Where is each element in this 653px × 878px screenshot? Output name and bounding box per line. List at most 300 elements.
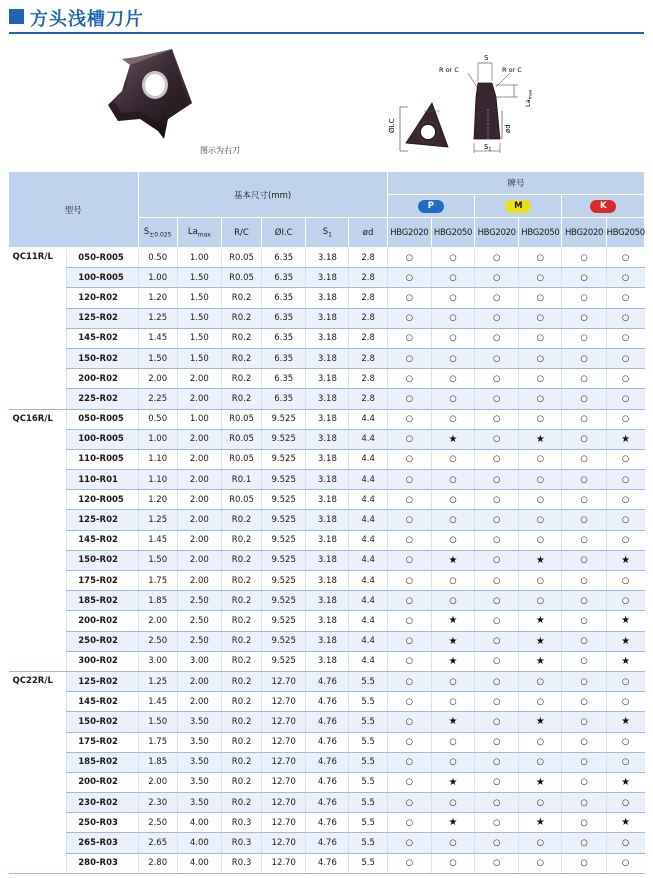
available-circle-icon: ○	[475, 793, 519, 813]
available-circle-icon: ○	[606, 328, 644, 348]
available-circle-icon: ○	[519, 732, 562, 752]
dim-s1-cell: 4.76	[306, 671, 349, 691]
r-or-c-right-label: R or C	[502, 66, 522, 74]
available-circle-icon: ○	[431, 571, 474, 591]
dim-s1-cell: 3.18	[306, 591, 349, 611]
dim-la-cell: 2.00	[177, 571, 221, 591]
available-circle-icon: ○	[519, 833, 562, 853]
table-row	[9, 470, 645, 490]
dim-s1-cell: 3.18	[306, 470, 349, 490]
dim-s-cell: 1.20	[138, 490, 177, 510]
available-circle-icon: ○	[519, 308, 562, 328]
available-circle-icon: ○	[475, 853, 519, 873]
dim-la-cell: 2.00	[177, 550, 221, 570]
available-circle-icon: ○	[387, 510, 431, 530]
dim-s1-cell: 3.18	[306, 248, 349, 268]
available-circle-icon: ○	[387, 348, 431, 368]
available-circle-icon: ○	[519, 530, 562, 550]
available-circle-icon: ○	[562, 288, 606, 308]
model-code: 125-R02	[67, 510, 138, 530]
model-code: 145-R02	[67, 530, 138, 550]
available-circle-icon: ○	[431, 328, 474, 348]
available-circle-icon: ○	[475, 772, 519, 792]
model-code: 225-R02	[67, 389, 138, 409]
available-circle-icon: ○	[475, 449, 519, 469]
available-circle-icon: ○	[562, 611, 606, 631]
available-circle-icon: ○	[387, 752, 431, 772]
la-max-label: $La_{max}$	[524, 89, 534, 107]
available-circle-icon: ○	[475, 369, 519, 389]
dim-s-cell: 2.00	[138, 611, 177, 631]
model-code: 175-R02	[67, 732, 138, 752]
model-code: 050-R005	[67, 409, 138, 429]
model-code: 100-R005	[67, 268, 138, 288]
available-circle-icon: ○	[431, 369, 474, 389]
available-circle-icon: ○	[606, 692, 644, 712]
available-circle-icon: ○	[519, 268, 562, 288]
model-code: 230-R02	[67, 793, 138, 813]
available-circle-icon: ○	[475, 510, 519, 530]
dim-rc-cell: R0.2	[221, 671, 261, 691]
dim-la-cell: 2.50	[177, 611, 221, 631]
available-circle-icon: ○	[387, 530, 431, 550]
available-circle-icon: ○	[387, 793, 431, 813]
dim-rc-cell: R0.2	[221, 510, 261, 530]
available-circle-icon: ○	[562, 550, 606, 570]
dim-s-cell: 1.20	[138, 288, 177, 308]
available-circle-icon: ○	[431, 530, 474, 550]
model-code: 185-R02	[67, 752, 138, 772]
dim-d-cell: 5.5	[349, 793, 387, 813]
dim-s-cell: 0.50	[138, 248, 177, 268]
dim-ic-cell: 9.525	[262, 611, 306, 631]
available-circle-icon: ○	[519, 389, 562, 409]
dim-rc-cell: R0.2	[221, 692, 261, 712]
dim-s-cell: 2.65	[138, 833, 177, 853]
available-circle-icon: ○	[431, 671, 474, 691]
available-circle-icon: ○	[387, 369, 431, 389]
table-row	[9, 752, 645, 772]
available-circle-icon: ○	[606, 853, 644, 873]
stock-star-icon: ★	[519, 429, 562, 449]
stock-star-icon: ★	[519, 813, 562, 833]
dim-rc-cell: R0.2	[221, 591, 261, 611]
dim-s1-cell: 3.18	[306, 490, 349, 510]
available-circle-icon: ○	[562, 671, 606, 691]
table-row	[9, 490, 645, 510]
dim-la-cell: 1.00	[177, 248, 221, 268]
available-circle-icon: ○	[562, 389, 606, 409]
dim-s1-cell: 3.18	[306, 631, 349, 651]
dim-d-cell: 2.8	[349, 348, 387, 368]
dim-ic-cell: 6.35	[262, 268, 306, 288]
dim-d-cell: 5.5	[349, 712, 387, 732]
dim-la-cell: 1.00	[177, 409, 221, 429]
material-k-badge: K	[590, 200, 616, 213]
available-circle-icon: ○	[606, 369, 644, 389]
table-row	[9, 732, 645, 752]
dim-d-cell: 4.4	[349, 429, 387, 449]
dim-s-cell: 0.50	[138, 409, 177, 429]
dim-la-cell: 2.00	[177, 369, 221, 389]
dim-la-cell: 2.00	[177, 429, 221, 449]
dim-s1-cell: 3.18	[306, 348, 349, 368]
dim-la-cell: 1.50	[177, 328, 221, 348]
available-circle-icon: ○	[387, 712, 431, 732]
dim-la-cell: 2.50	[177, 591, 221, 611]
dim-ic-cell: 12.70	[262, 752, 306, 772]
available-circle-icon: ○	[519, 288, 562, 308]
dim-ic-cell: 6.35	[262, 348, 306, 368]
available-circle-icon: ○	[475, 308, 519, 328]
available-circle-icon: ○	[519, 369, 562, 389]
available-circle-icon: ○	[606, 308, 644, 328]
dim-d-cell: 2.8	[349, 268, 387, 288]
dim-rc-cell: R0.3	[221, 833, 261, 853]
dim-d-cell: 5.5	[349, 732, 387, 752]
available-circle-icon: ○	[431, 591, 474, 611]
available-circle-icon: ○	[387, 813, 431, 833]
dim-s-cell: 2.80	[138, 853, 177, 873]
available-circle-icon: ○	[562, 490, 606, 510]
dim-d-cell: 5.5	[349, 752, 387, 772]
dim-rc-cell: R0.1	[221, 470, 261, 490]
dim-la-cell: 4.00	[177, 813, 221, 833]
dim-la-cell: 4.00	[177, 853, 221, 873]
dim-s-cell: 1.25	[138, 671, 177, 691]
available-circle-icon: ○	[431, 490, 474, 510]
available-circle-icon: ○	[387, 449, 431, 469]
table-row	[9, 248, 645, 268]
dim-ic-cell: 6.35	[262, 288, 306, 308]
dim-ic-cell: 9.525	[262, 510, 306, 530]
dim-s-cell: 2.50	[138, 631, 177, 651]
available-circle-icon: ○	[519, 409, 562, 429]
available-circle-icon: ○	[431, 348, 474, 368]
available-circle-icon: ○	[387, 429, 431, 449]
available-circle-icon: ○	[431, 268, 474, 288]
dim-la-cell: 2.00	[177, 692, 221, 712]
available-circle-icon: ○	[519, 490, 562, 510]
dim-d-cell: 2.8	[349, 369, 387, 389]
stock-star-icon: ★	[431, 631, 474, 651]
available-circle-icon: ○	[475, 470, 519, 490]
stock-star-icon: ★	[431, 772, 474, 792]
header-basic-dimensions: 基本尺寸(mm)	[138, 172, 387, 218]
dim-s-cell: 1.75	[138, 732, 177, 752]
model-code: 050-R005	[67, 248, 138, 268]
dim-la-cell: 3.50	[177, 712, 221, 732]
table-row	[9, 389, 645, 409]
dim-rc-cell: R0.2	[221, 732, 261, 752]
dim-s1-cell: 3.18	[306, 389, 349, 409]
available-circle-icon: ○	[387, 853, 431, 873]
available-circle-icon: ○	[519, 449, 562, 469]
dimension-diagram	[384, 51, 554, 161]
dim-s1-cell: 3.18	[306, 268, 349, 288]
available-circle-icon: ○	[387, 732, 431, 752]
dim-rc-cell: R0.2	[221, 631, 261, 651]
table-row	[9, 692, 645, 712]
available-circle-icon: ○	[606, 490, 644, 510]
dim-la-cell: 3.00	[177, 651, 221, 671]
table-row	[9, 409, 645, 429]
available-circle-icon: ○	[387, 550, 431, 570]
available-circle-icon: ○	[519, 671, 562, 691]
table-row	[9, 510, 645, 530]
dim-s-cell: 2.00	[138, 772, 177, 792]
stock-star-icon: ★	[519, 631, 562, 651]
dim-la-cell: 1.50	[177, 288, 221, 308]
dim-s-cell: 2.00	[138, 369, 177, 389]
available-circle-icon: ○	[519, 328, 562, 348]
stock-star-icon: ★	[606, 813, 644, 833]
dim-rc-cell: R0.2	[221, 793, 261, 813]
available-circle-icon: ○	[431, 308, 474, 328]
model-code: 250-R02	[67, 631, 138, 651]
available-circle-icon: ○	[562, 328, 606, 348]
available-circle-icon: ○	[431, 732, 474, 752]
available-circle-icon: ○	[562, 631, 606, 651]
available-circle-icon: ○	[431, 449, 474, 469]
dim-s1-cell: 3.18	[306, 409, 349, 429]
stock-star-icon: ★	[519, 611, 562, 631]
available-circle-icon: ○	[431, 389, 474, 409]
available-circle-icon: ○	[431, 248, 474, 268]
table-row	[9, 449, 645, 469]
available-circle-icon: ○	[562, 308, 606, 328]
model-code: 200-R02	[67, 772, 138, 792]
dim-header: $S_{\pm 0.025}$	[138, 218, 177, 248]
dim-s1-cell: 3.18	[306, 550, 349, 570]
dim-s-cell: 1.50	[138, 550, 177, 570]
available-circle-icon: ○	[562, 348, 606, 368]
grade-header: HBG2050	[431, 218, 474, 248]
available-circle-icon: ○	[431, 288, 474, 308]
available-circle-icon: ○	[431, 409, 474, 429]
available-circle-icon: ○	[475, 571, 519, 591]
dim-rc-cell: R0.2	[221, 348, 261, 368]
dim-s1-cell: 4.76	[306, 813, 349, 833]
available-circle-icon: ○	[606, 470, 644, 490]
dim-s1-cell: 3.18	[306, 449, 349, 469]
available-circle-icon: ○	[519, 591, 562, 611]
dim-d-cell: 2.8	[349, 328, 387, 348]
available-circle-icon: ○	[606, 510, 644, 530]
available-circle-icon: ○	[519, 692, 562, 712]
dim-s-cell: 1.25	[138, 510, 177, 530]
available-circle-icon: ○	[431, 793, 474, 813]
model-code: 200-R02	[67, 369, 138, 389]
model-code: 110-R01	[67, 470, 138, 490]
available-circle-icon: ○	[431, 510, 474, 530]
dim-la-cell: 1.50	[177, 268, 221, 288]
dim-s1-cell: 4.76	[306, 833, 349, 853]
dim-ic-cell: 9.525	[262, 449, 306, 469]
dim-rc-cell: R0.2	[221, 389, 261, 409]
dim-ic-cell: 6.35	[262, 369, 306, 389]
dim-d-cell: 4.4	[349, 550, 387, 570]
available-circle-icon: ○	[562, 470, 606, 490]
dim-la-cell: 3.50	[177, 772, 221, 792]
dim-la-cell: 2.50	[177, 631, 221, 651]
available-circle-icon: ○	[519, 752, 562, 772]
available-circle-icon: ○	[562, 268, 606, 288]
dim-s-cell: 1.45	[138, 692, 177, 712]
dim-ic-cell: 12.70	[262, 671, 306, 691]
available-circle-icon: ○	[519, 470, 562, 490]
available-circle-icon: ○	[475, 732, 519, 752]
model-code: 145-R02	[67, 328, 138, 348]
dim-ic-cell: 12.70	[262, 853, 306, 873]
stock-star-icon: ★	[606, 772, 644, 792]
available-circle-icon: ○	[519, 571, 562, 591]
dim-ic-cell: 6.35	[262, 328, 306, 348]
dim-ic-cell: 12.70	[262, 692, 306, 712]
available-circle-icon: ○	[431, 853, 474, 873]
available-circle-icon: ○	[475, 490, 519, 510]
stock-star-icon: ★	[606, 429, 644, 449]
dim-d-cell: 4.4	[349, 490, 387, 510]
available-circle-icon: ○	[606, 793, 644, 813]
available-circle-icon: ○	[475, 833, 519, 853]
dim-la-cell: 2.00	[177, 671, 221, 691]
material-m-badge: M	[505, 200, 531, 213]
available-circle-icon: ○	[562, 813, 606, 833]
model-code: 110-R005	[67, 449, 138, 469]
available-circle-icon: ○	[606, 833, 644, 853]
model-code: 150-R02	[67, 550, 138, 570]
dim-ic-cell: 12.70	[262, 813, 306, 833]
dim-s1-cell: 4.76	[306, 692, 349, 712]
table-row	[9, 631, 645, 651]
dim-rc-cell: R0.05	[221, 449, 261, 469]
dim-header: $S_1$	[306, 218, 349, 248]
table-row	[9, 671, 645, 691]
available-circle-icon: ○	[387, 651, 431, 671]
model-code: 280-R03	[67, 853, 138, 873]
header-model: 型号	[9, 172, 139, 248]
dim-s1-cell: 3.18	[306, 328, 349, 348]
dim-s-cell: 1.25	[138, 308, 177, 328]
available-circle-icon: ○	[431, 470, 474, 490]
table-row	[9, 712, 645, 732]
dim-s1-cell: 4.76	[306, 772, 349, 792]
available-circle-icon: ○	[562, 530, 606, 550]
model-code: 125-R02	[67, 308, 138, 328]
dim-s1-cell: 3.18	[306, 369, 349, 389]
dim-rc-cell: R0.2	[221, 611, 261, 631]
model-code: 250-R03	[67, 813, 138, 833]
dim-d-cell: 2.8	[349, 308, 387, 328]
available-circle-icon: ○	[606, 591, 644, 611]
dim-rc-cell: R0.3	[221, 853, 261, 873]
table-row	[9, 833, 645, 853]
available-circle-icon: ○	[606, 752, 644, 772]
dim-d-cell: 4.4	[349, 591, 387, 611]
dim-d-cell: 4.4	[349, 449, 387, 469]
r-or-c-left-label: R or C	[439, 66, 459, 74]
available-circle-icon: ○	[475, 631, 519, 651]
dim-d-cell: 5.5	[349, 833, 387, 853]
dim-d-cell: 2.8	[349, 389, 387, 409]
dim-la-cell: 3.50	[177, 732, 221, 752]
dim-rc-cell: R0.2	[221, 308, 261, 328]
model-code: 175-R02	[67, 571, 138, 591]
dim-s-cell: 1.85	[138, 591, 177, 611]
material-k	[562, 195, 645, 218]
available-circle-icon: ○	[387, 328, 431, 348]
dim-rc-cell: R0.2	[221, 288, 261, 308]
available-circle-icon: ○	[562, 248, 606, 268]
available-circle-icon: ○	[431, 752, 474, 772]
available-circle-icon: ○	[475, 752, 519, 772]
available-circle-icon: ○	[519, 510, 562, 530]
available-circle-icon: ○	[475, 651, 519, 671]
table-row	[9, 651, 645, 671]
available-circle-icon: ○	[562, 449, 606, 469]
dim-ic-cell: 9.525	[262, 429, 306, 449]
dim-s-cell: 2.50	[138, 813, 177, 833]
available-circle-icon: ○	[606, 571, 644, 591]
insert-photo	[100, 43, 200, 143]
dim-la-cell: 2.00	[177, 530, 221, 550]
dim-rc-cell: R0.05	[221, 429, 261, 449]
dim-ic-cell: 9.525	[262, 571, 306, 591]
available-circle-icon: ○	[387, 591, 431, 611]
table-row	[9, 772, 645, 792]
dim-ic-cell: 9.525	[262, 490, 306, 510]
table-row	[9, 550, 645, 570]
dim-s1-cell: 4.76	[306, 752, 349, 772]
dim-s-cell: 1.45	[138, 328, 177, 348]
dim-rc-cell: R0.2	[221, 772, 261, 792]
dim-d-cell: 4.4	[349, 631, 387, 651]
available-circle-icon: ○	[475, 389, 519, 409]
dim-la-cell: 2.00	[177, 449, 221, 469]
dim-s-cell: 1.10	[138, 449, 177, 469]
model-code: 145-R02	[67, 692, 138, 712]
dim-s-cell: 1.75	[138, 571, 177, 591]
dim-s1-cell: 3.18	[306, 308, 349, 328]
available-circle-icon: ○	[519, 853, 562, 873]
material-p	[387, 195, 474, 218]
dim-rc-cell: R0.05	[221, 490, 261, 510]
dim-rc-cell: R0.2	[221, 752, 261, 772]
available-circle-icon: ○	[475, 268, 519, 288]
dim-s-cell: 1.45	[138, 530, 177, 550]
table-row	[9, 853, 645, 873]
available-circle-icon: ○	[387, 611, 431, 631]
model-code: 200-R02	[67, 611, 138, 631]
available-circle-icon: ○	[475, 550, 519, 570]
dim-d-cell: 5.5	[349, 692, 387, 712]
dim-header: ød	[349, 218, 387, 248]
dim-ic-cell: 9.525	[262, 631, 306, 651]
dim-ic-cell: 12.70	[262, 772, 306, 792]
available-circle-icon: ○	[562, 510, 606, 530]
available-circle-icon: ○	[387, 772, 431, 792]
available-circle-icon: ○	[387, 671, 431, 691]
dim-la-cell: 2.00	[177, 490, 221, 510]
dim-la-cell: 4.00	[177, 833, 221, 853]
available-circle-icon: ○	[606, 449, 644, 469]
available-circle-icon: ○	[431, 692, 474, 712]
dim-s-cell: 1.00	[138, 268, 177, 288]
page-header	[0, 0, 653, 36]
stock-star-icon: ★	[519, 712, 562, 732]
available-circle-icon: ○	[387, 248, 431, 268]
